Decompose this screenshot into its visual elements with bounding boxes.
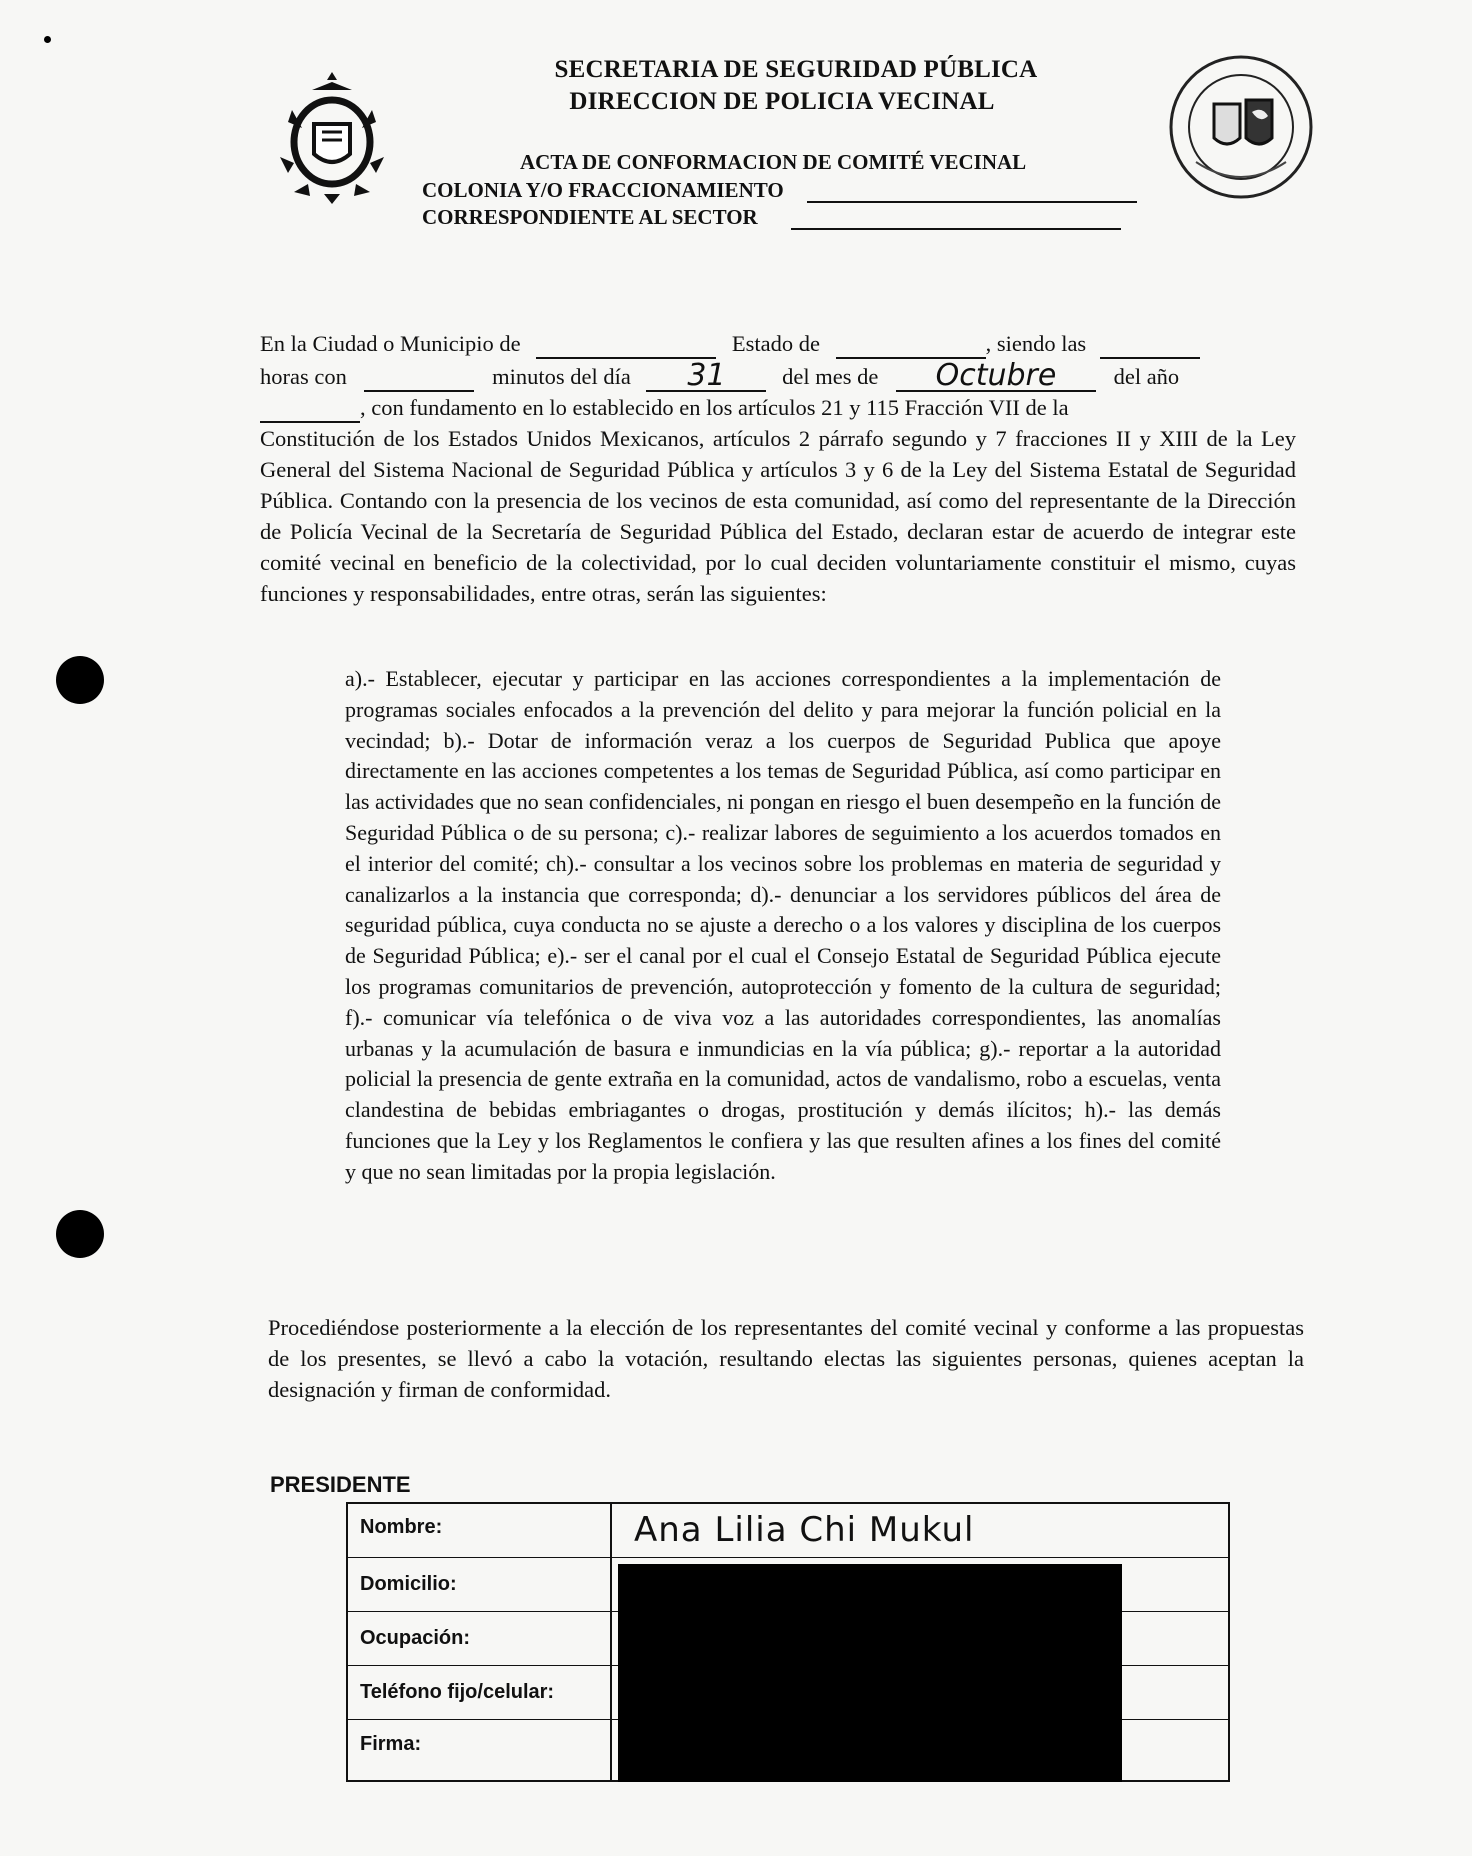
intro-text: , con fundamento en lo establecido en los artículos 21 y 115 Fracción VII de la [360,395,1069,420]
intro-text: , siendo las [985,331,1087,356]
colonia-text: COLONIA Y/O FRACCIONAMIENTO [422,178,784,202]
intro-text: horas con [260,364,347,389]
dia-value: 31 [646,362,766,392]
firma-label: Firma: [360,1733,422,1755]
redaction-block [618,1564,1122,1782]
sector-line [791,228,1121,230]
row-nombre [348,1504,1228,1558]
intro-text: del mes de [782,364,879,389]
acta-title: ACTA DE CONFORMACION DE COMITÉ VECINAL [520,150,1027,174]
colonia-label [422,178,1137,203]
president-table [346,1502,1230,1782]
intro-text: minutos del día [492,364,631,389]
intro-text: Estado de [731,331,820,356]
election-paragraph: Procediéndose posteriormente a la elección de los representantes del comité vecinal y conforme a las propuestas de los presentes, se llevó a cabo la votación, resultando electas las siguientes personas, quienes aceptan la designación y firman de conformidad. [268,1315,1304,1402]
nombre-label: Nombre: [360,1516,443,1538]
intro-text: del año [1113,364,1180,389]
nombre-value: Ana Lilia Chi Mukul [634,1510,975,1550]
president-title: PRESIDENTE [270,1472,411,1497]
punch-hole-bottom [56,1210,104,1258]
intro-rest: Constitución de los Estados Unidos Mexicanos, artículos 2 párrafo segundo y 7 fracciones II y XIII de la Ley General del Sistema Nacional de Seguridad Pública y artículos 3 y 6 de la Ley del Sistema Estatal de Seguridad Pública. Contando con la presencia de los vecinos de esta comunidad, así como del representante de la Dirección de Policía Vecinal de la Secretaría de Seguridad Pública del Estado, declaran estar de acuerdo de integrar este comité vecinal en beneficio de la colectividad, por lo cual deciden voluntariamente constituir el mismo, cuyas funciones y responsabilidades, entre otras, serán las siguientes: [260,426,1296,606]
intro-line-2 [260,358,1296,393]
agency-title: SECRETARIA DE SEGURIDAD PÚBLICA [554,56,1038,83]
intro-text: En la Ciudad o Municipio de [260,331,521,356]
agency-subtitle: DIRECCION DE POLICIA VECINAL [569,88,995,115]
punch-hole-top [56,656,104,704]
speck [44,36,51,43]
functions-paragraph: a).- Establecer, ejecutar y participar en las acciones correspondientes a la implementación de programas sociales enfocados a la prevención del delito y para mejorar la función policial en la vecindad; b).- Dotar de información veraz a los cuerpos de Seguridad Publica que apoye directamente en las acciones competentes a los temas de Seguridad Pública, así como participar en las actividades que no sean confidenciales, ni pongan en riesgo el buen desempeño en la función de Seguridad Pública o de su persona; c).- realizar labores de seguimiento a los acuerdos tomados en el interior del comité; ch).- consultar a los vecinos sobre los problemas en materia de seguridad y canalizarlos a la instancia que corresponda; d).- denunciar a los servidores públicos del área de seguridad pública, cuya conducta no se ajuste a derecho o a los valores y disciplina de los cuerpos de Seguridad Pública; e).- ser el canal por el cual el Consejo Estatal de Seguridad Pública ejecute los programas comunitarios de prevención, autoprotección y fomento de la cultura de seguridad; f).- comunicar vía telefónica o de viva voz a las autoridades correspondientes, las anomalías urbanas y la acumulación de basura e inmundicias en la vía pública; g).- reportar a la autoridad policial la presencia de gente extraña en la comunidad, actos de vandalismo, robo a escuelas, venta clandestina de bebidas embriagantes o drogas, prostitución y demás ilícitos; h).- las demás funciones que la Ley y los Reglamentos le confiera y las que resulten afines a los fines del comité y que no sean limitadas por la propia legislación. [345,666,1221,1184]
blank-hora [1100,357,1200,359]
ocupacion-label: Ocupación: [360,1627,471,1649]
sector-text: CORRESPONDIENTE AL SECTOR [422,205,758,229]
telefono-label: Teléfono fijo/celular: [360,1681,555,1703]
intro-line-1 [260,328,1296,359]
intro-line-3 [260,392,1296,423]
domicilio-label: Domicilio: [360,1573,457,1595]
colonia-line [807,201,1137,203]
sector-label [422,205,1121,230]
mes-value: Octubre [896,362,1096,392]
intro-paragraph [260,328,1296,609]
